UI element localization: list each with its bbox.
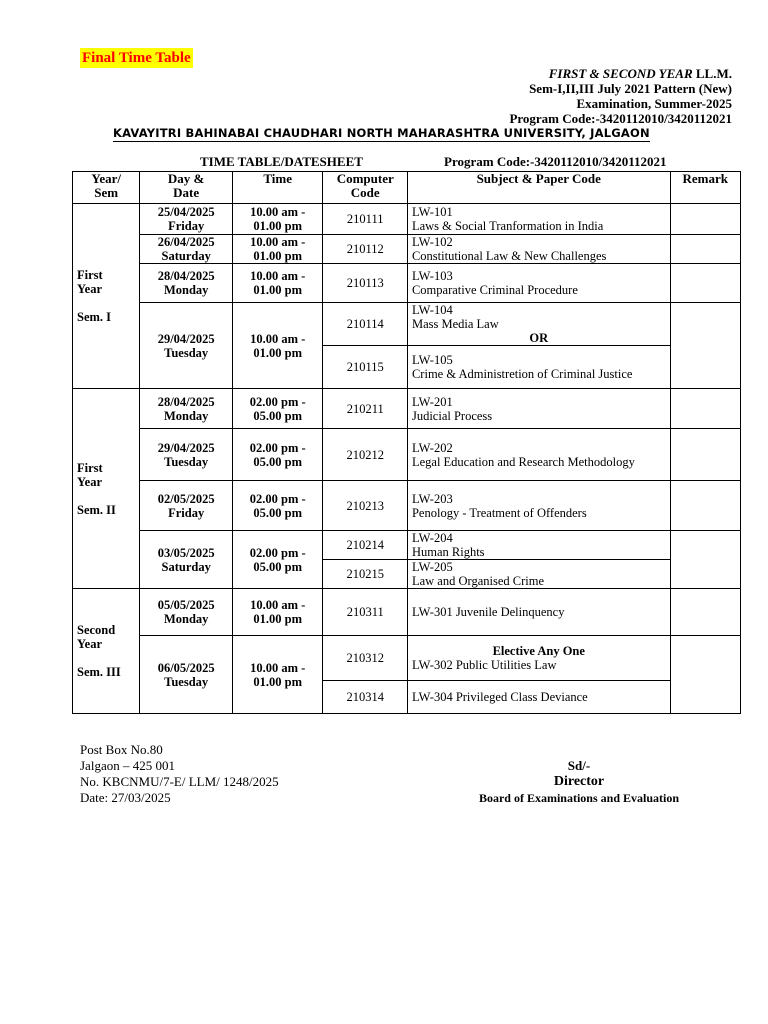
header-line-1: FIRST & SECOND YEAR LL.M. [548, 66, 732, 81]
subject-cell: LW-205 Law and Organised Crime [407, 560, 670, 589]
year-sem-3: Second Year Sem. III [73, 589, 140, 714]
final-time-table-title: Final Time Table [82, 50, 191, 66]
table-header-row [73, 172, 741, 204]
day-date-cell: 29/04/2025 Tuesday [140, 429, 233, 481]
day-date-cell: 05/05/2025 Monday [140, 589, 233, 636]
time-cell: 10.00 am - 01.00 pm [232, 264, 323, 303]
city-pin: Jalgaon – 425 001 [80, 758, 175, 773]
table-row [73, 589, 741, 636]
issue-date: Date: 27/03/2025 [80, 790, 171, 805]
day-date-cell: 02/05/2025 Friday [140, 481, 233, 531]
remark-cell [670, 204, 740, 235]
remark-cell [670, 429, 740, 481]
timetable [72, 171, 741, 714]
code-cell: 210114 [323, 303, 408, 346]
subject-cell: LW-204 Human Rights [407, 531, 670, 560]
subject-cell: LW-103 Comparative Criminal Procedure [407, 264, 670, 303]
timetable-heading: TIME TABLE/DATESHEET [200, 154, 363, 169]
time-cell: 10.00 am - 01.00 pm [232, 204, 323, 235]
remark-cell [670, 235, 740, 264]
remark-cell [670, 589, 740, 636]
remark-cell [670, 531, 740, 589]
table-row [73, 481, 741, 531]
subject-cell: LW-304 Privileged Class Deviance [407, 681, 670, 714]
subject-cell: Elective Any One LW-302 Public Utilities Law [407, 636, 670, 681]
subject-cell: LW-301 Juvenile Delinquency [407, 589, 670, 636]
table-row [73, 204, 741, 235]
subject-cell: LW-105 Crime & Administretion of Criminal Justice [407, 346, 670, 389]
subject-cell: LW-102 Constitutional Law & New Challenges [407, 235, 670, 264]
remark-cell [670, 264, 740, 303]
time-cell: 10.00 am - 01.00 pm [232, 636, 323, 714]
day-date-cell: 26/04/2025 Saturday [140, 235, 233, 264]
time-cell: 02.00 pm - 05.00 pm [232, 531, 323, 589]
code-cell: 210113 [323, 264, 408, 303]
code-cell: 210213 [323, 481, 408, 531]
col-time: Time [232, 172, 323, 204]
remark-cell [670, 636, 740, 714]
signature-mark: Sd/- [567, 758, 591, 773]
year-sem-1: First Year Sem. I [73, 204, 140, 389]
director-title: Director [553, 774, 605, 789]
time-cell: 10.00 am - 01.00 pm [232, 589, 323, 636]
remark-cell [670, 303, 740, 389]
day-date-cell: 28/04/2025 Monday [140, 389, 233, 429]
table-row [73, 389, 741, 429]
time-cell: 02.00 pm - 05.00 pm [232, 429, 323, 481]
time-cell: 10.00 am - 01.00 pm [232, 303, 323, 389]
table-row [73, 235, 741, 264]
table-row [73, 303, 741, 346]
col-remark: Remark [670, 172, 740, 204]
header-line-2: Sem-I,II,III July 2021 Pattern (New) [529, 81, 732, 96]
university-name: KAVAYITRI BAHINABAI CHAUDHARI NORTH MAHARASHTRA UNIVERSITY, JALGAON [113, 126, 650, 140]
code-cell: 210312 [323, 636, 408, 681]
code-cell: 210211 [323, 389, 408, 429]
remark-cell [670, 481, 740, 531]
subject-cell: LW-203 Penology - Treatment of Offenders [407, 481, 670, 531]
time-cell: 02.00 pm - 05.00 pm [232, 481, 323, 531]
post-box: Post Box No.80 [80, 742, 163, 757]
board-name: Board of Examinations and Evaluation [478, 791, 680, 805]
signature-block [453, 758, 705, 806]
day-date-cell: 06/05/2025 Tuesday [140, 636, 233, 714]
header-line-4: Program Code:-3420112010/3420112021 [509, 111, 732, 126]
subject-cell: LW-104 Mass Media Law OR [407, 303, 670, 346]
table-row [73, 636, 741, 681]
timetable-program-code: Program Code:-3420112010/3420112021 [444, 154, 667, 169]
code-cell: 210314 [323, 681, 408, 714]
code-cell: 210112 [323, 235, 408, 264]
header-line-3: Examination, Summer-2025 [576, 96, 732, 111]
code-cell: 210212 [323, 429, 408, 481]
code-cell: 210111 [323, 204, 408, 235]
col-subject: Subject & Paper Code [407, 172, 670, 204]
exam-header [509, 66, 732, 126]
table-row [73, 264, 741, 303]
year-sem-2: First Year Sem. II [73, 389, 140, 589]
table-row [73, 531, 741, 560]
col-computer-code: Computer Code [323, 172, 408, 204]
code-cell: 210215 [323, 560, 408, 589]
remark-cell [670, 389, 740, 429]
time-cell: 02.00 pm - 05.00 pm [232, 389, 323, 429]
col-day-date: Day & Date [140, 172, 233, 204]
table-row [73, 429, 741, 481]
time-cell: 10.00 am - 01.00 pm [232, 235, 323, 264]
subject-cell: LW-101 Laws & Social Tranformation in India [407, 204, 670, 235]
code-cell: 210214 [323, 531, 408, 560]
col-year-sem: Year/ Sem [73, 172, 140, 204]
day-date-cell: 29/04/2025 Tuesday [140, 303, 233, 389]
day-date-cell: 28/04/2025 Monday [140, 264, 233, 303]
subject-cell: LW-202 Legal Education and Research Methodology [407, 429, 670, 481]
day-date-cell: 25/04/2025 Friday [140, 204, 233, 235]
subject-cell: LW-201 Judicial Process [407, 389, 670, 429]
footer-address [80, 742, 279, 806]
day-date-cell: 03/05/2025 Saturday [140, 531, 233, 589]
code-cell: 210115 [323, 346, 408, 389]
or-label: OR [529, 331, 549, 345]
elective-label: Elective Any One [492, 644, 585, 658]
reference-number: No. KBCNMU/7-E/ LLM/ 1248/2025 [80, 774, 279, 789]
code-cell: 210311 [323, 589, 408, 636]
